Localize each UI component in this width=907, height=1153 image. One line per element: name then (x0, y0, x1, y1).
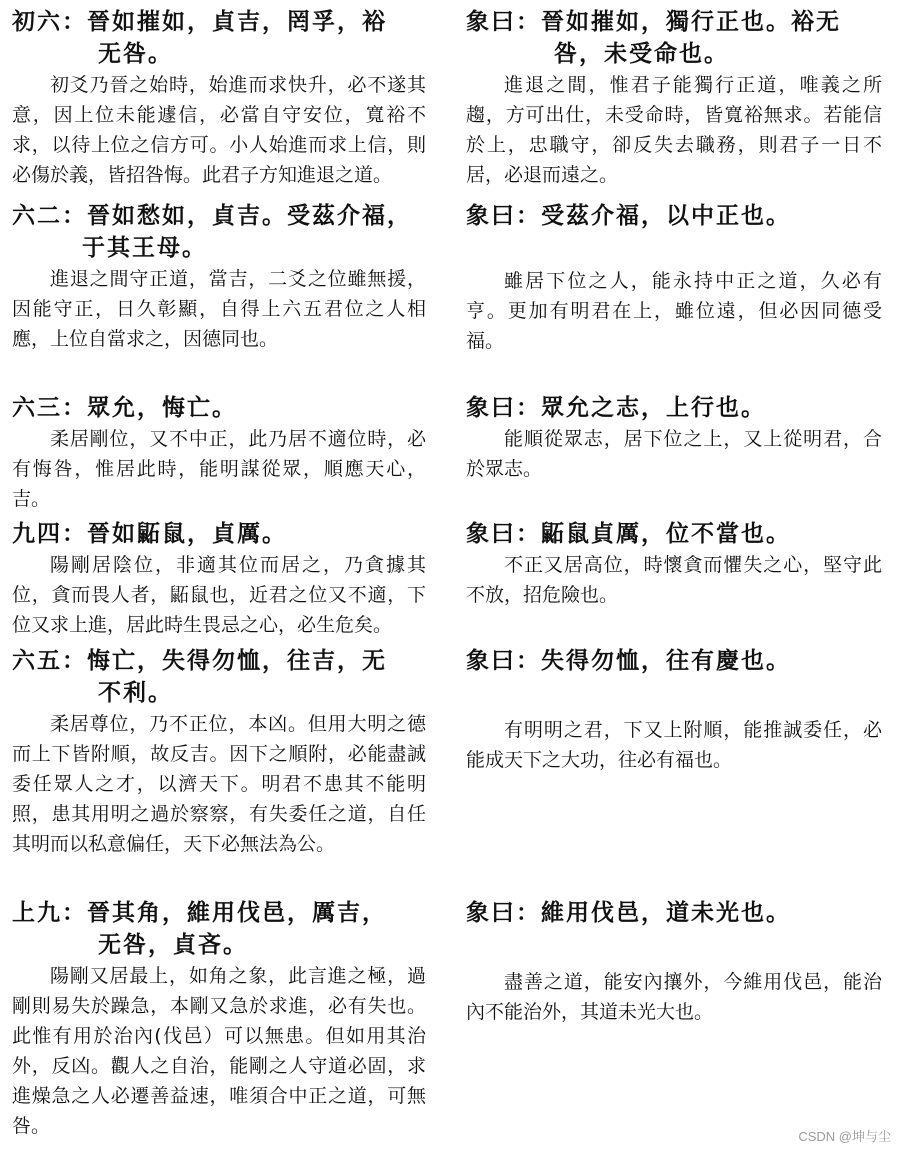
image-commentary-2 (466, 200, 882, 356)
yao-heading (12, 645, 426, 709)
image-commentary-6 (466, 897, 882, 1027)
line-chu-liu (12, 6, 426, 190)
heading-line-1: 象曰：眾允之志，上行也。 (466, 394, 766, 421)
image-commentary-1 (466, 6, 882, 190)
yao-heading (12, 6, 426, 70)
yao-heading (12, 897, 426, 961)
heading-line-1: 象曰：鼫鼠貞厲，位不當也。 (466, 520, 791, 547)
commentary-paragraph: 陽剛又居最上，如角之象，此言進之極，過剛則易失於躁急，本剛又急於求進，必有失也。此惟有用於治內(伐邑）可以無患。但如用其治外，反凶。觀人之自治，能剛之人守道必固，求進燥急之人必遷善益速，唯須合中正之道，可無咎。 (12, 965, 426, 1137)
heading-line-1: 九四：晉如鼫鼠，貞厲。 (12, 520, 287, 547)
commentary-paragraph: 陽剛居陰位，非適其位而居之，乃貪據其位，貪而畏人者，鼫鼠也，近君之位又不適，下位又求上進，居此時生畏忌之心，必生危矣。 (12, 554, 426, 636)
line-liu-er (12, 200, 426, 354)
line-liu-san (12, 392, 426, 514)
line-liu-wu (12, 645, 426, 859)
heading-line-1: 象曰：失得勿恤，往有慶也。 (466, 647, 791, 674)
image-commentary-5 (466, 645, 882, 775)
heading-line-1: 六五：悔亡，失得勿恤，往吉，无 (12, 647, 387, 674)
commentary-paragraph: 盡善之道，能安內攘外，今維用伐邑，能治內不能治外，其道未光大也。 (466, 971, 882, 1023)
commentary-paragraph: 能順從眾志，居下位之上，又上從明君，合於眾志。 (466, 428, 882, 480)
heading-line-1: 初六：晉如摧如，貞吉，罔孚，裕 (12, 8, 387, 35)
commentary-paragraph: 進退之間守正道，當吉，二爻之位雖無援，因能守正，日久彰顯，自得上六五君位之人相應，上位自當求之，因德同也。 (12, 268, 426, 350)
heading-line-2: 无咎，貞吝。 (98, 931, 248, 958)
yao-heading (12, 518, 426, 550)
line-jiu-si (12, 518, 426, 640)
xiang-heading (466, 518, 882, 550)
xiang-heading (466, 897, 882, 929)
heading-line-1: 六二：晉如愁如，貞吉。受茲介福， (12, 202, 412, 229)
yao-heading (12, 392, 426, 424)
xiang-heading (466, 645, 882, 677)
heading-line-2: 咎，未受命也。 (554, 40, 729, 67)
image-commentary-3 (466, 392, 882, 484)
watermark: CSDN @坤与尘 (798, 1129, 891, 1144)
yao-heading (12, 200, 426, 264)
commentary-paragraph: 柔居剛位，又不中正，此乃居不適位時，必有悔咎，惟居此時，能明謀從眾，順應天心，吉。 (12, 428, 426, 510)
heading-line-2: 不利。 (98, 679, 173, 706)
heading-line-1: 六三：眾允，悔亡。 (12, 394, 237, 421)
heading-line-1: 象曰：受茲介福，以中正也。 (466, 202, 791, 229)
heading-line-2: 无咎。 (98, 40, 173, 67)
commentary-paragraph: 不正又居高位，時懷貪而懼失之心，堅守此不放，招危險也。 (466, 554, 882, 606)
image-commentary-4 (466, 518, 882, 610)
xiang-heading (466, 6, 882, 70)
xiang-heading (466, 200, 882, 232)
commentary-paragraph: 雖居下位之人，能永持中正之道，久必有亨。更加有明君在上，雖位遠，但必因同德受福。 (466, 270, 882, 352)
commentary-paragraph: 有明明之君，下又上附順，能推誠委任，必能成天下之大功，往必有福也。 (466, 719, 882, 771)
xiang-heading (466, 392, 882, 424)
commentary-paragraph: 進退之間，惟君子能獨行正道，唯義之所趨，方可出仕，未受命時，皆寬裕無求。若能信於上，忠職守，卻反失去職務，則君子一日不居，必退而遠之。 (466, 74, 882, 186)
commentary-paragraph: 柔居尊位，乃不正位，本凶。但用大明之德而上下皆附順，故反吉。因下之順附，必能盡誠委任眾人之才，以濟天下。明君不患其不能明照，患其用明之過於察察，有失委任之道，自任其明而以私意偏任，天下必無法為公。 (12, 713, 426, 855)
heading-line-2: 于其王母。 (82, 234, 207, 261)
line-shang-jiu (12, 897, 426, 1141)
commentary-paragraph: 初爻乃晉之始時，始進而求快升，必不遂其意，因上位未能遽信，必當自守安位，寬裕不求，以待上位之信方可。小人始進而求上信，則必傷於義，皆招咎悔。此君子方知進退之道。 (12, 74, 426, 186)
heading-line-1: 上九：晉其角，維用伐邑，厲吉， (12, 899, 387, 926)
heading-line-1: 象曰：維用伐邑，道未光也。 (466, 899, 791, 926)
heading-line-1: 象曰：晉如摧如，獨行正也。裕无 (466, 8, 841, 35)
